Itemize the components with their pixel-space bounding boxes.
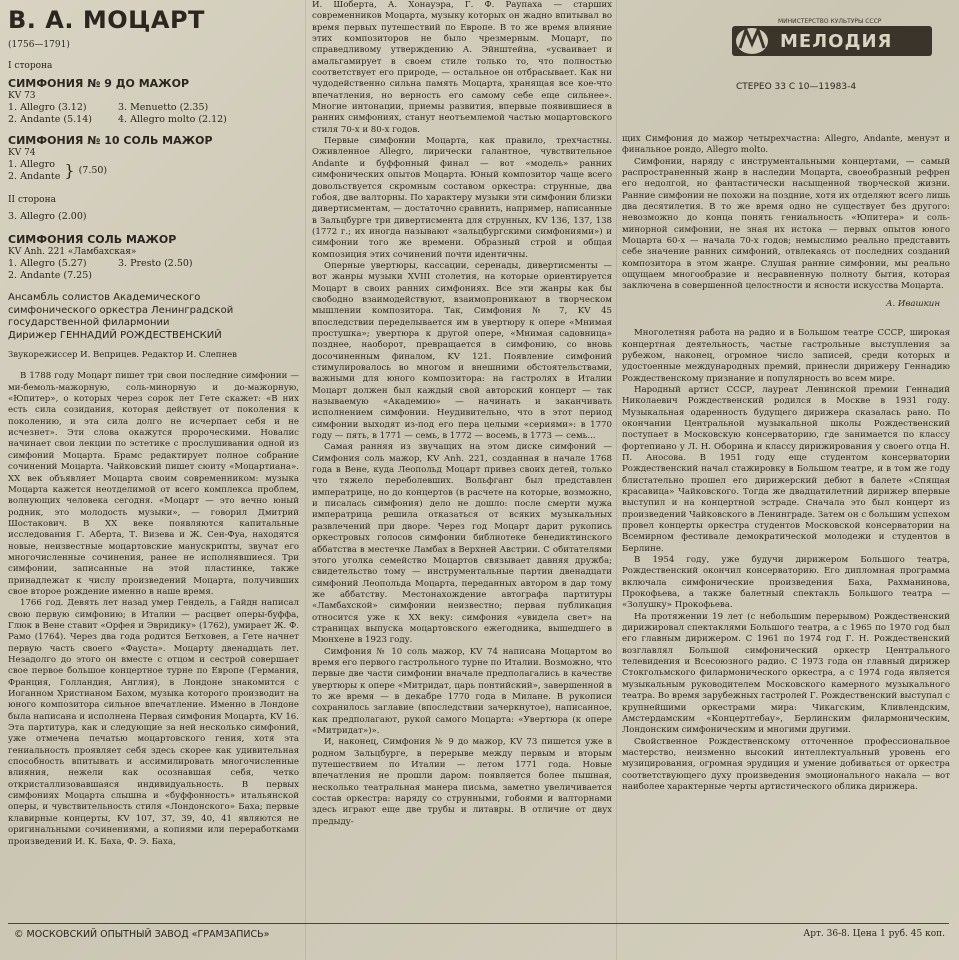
engineers-credit: Звукорежиссер И. Веприцев. Редактор И. Слепнев: [8, 350, 237, 361]
movement: 2. Andante (5.14): [8, 114, 92, 126]
movement: 3. Allegro (2.00): [8, 210, 87, 222]
price-article: Арт. 36-8. Цена 1 руб. 45 коп.: [803, 929, 945, 939]
column-divider: [616, 0, 617, 960]
symphony-9-kv: KV 73: [8, 90, 36, 101]
movement: 1. Allegro: [8, 159, 55, 171]
ensemble-credit: Ансамбль солистов Академического симфонического оркестра Ленинградской государственной филармонии Дирижер ГЕННАДИЙ РОЖДЕСТВЕНСКИЙ: [8, 292, 234, 341]
liner-paragraph: Народный артист СССР, лауреат Ленинской премии Геннадий Николаевич Рождественский родился в Москве в 1931 году. Музыкальная одаренность будущего дирижера сказалась рано. По окончании Центральной музыкальной школы Рождественский поступает в Московскую консерваторию, где занимается по классу фортепиано у Л. Н. Оборина и классу дирижирования у своего отца Н. П. Аносова. В 1951 году еще студентом консерватории Рождественский начал стажировку в Большом театре, и в том же году блистательно прошел его дирижерский дебют в балете «Спящая красавица» Чайковского. Тогда же двадцатилетний дирижер впервые выступил и на концертной эстраде. Сначала это был концерт из произведений Чайковского в Ленинграде. Затем он с большим успехом провел концерты оркестра студентов Московской консерватории на Всемирном фестивале демократической молодежи и студентов в Берлине.: [622, 384, 950, 554]
label-ministry: МИНИСТЕРСТВО КУЛЬТУРЫ СССР: [778, 18, 882, 25]
composer-title: В. А. МОЦАРТ: [8, 6, 205, 34]
symphony-g-kv: KV Anh. 221 «Ламбахская»: [8, 246, 137, 257]
symphony-9-movements: [8, 102, 299, 126]
liner-paragraph: В 1788 году Моцарт пишет три свои последние симфонии — ми-бемоль-мажорную, соль-минорную и до-мажорную, «Юпитер», о которых через сорок лет Гете скажет: «В них есть сила созидания, которая действует от поколения к поколению, и эта сила долго не исчерпает себя и не исчезнет». Эти слова окажутся пророческими. Новалис начинает свои лекции по эстетике с прослушивания одной из симфоний Моцарта. Брамс редактирует полное собрание сочинений Моцарта. Чайковский пишет сюиту «Моцартиана». XX век объявляет Моцарта своим современником: музыка Моцарта кажется неотделимой от всего комплекса проблем, волнующих человека сегодня. «Моцарт — это вечно юный родник, это молодость музыки», — говорил Дмитрий Шостакович. В XX веке появляются капитальные исследования Г. Аберта, Т. Визева и Ж. Сен-Фуа, находятся новые, неизвестные моцартовские манускрипты, звучат его многочисленные сочинения, ранее не исполнявшиеся. Три симфонии, записанные на этой пластинке, также принадлежат к числу произведений Моцарта, получивших свое второе рождение именно в наше время.: [8, 371, 299, 597]
side-one-label: I сторона: [8, 61, 53, 72]
liner-paragraph: Многолетняя работа на радио и в Большом театре СССР, широкая концертная деятельность, частые гастрольные выступления за рубежом, наконец, огромное число записей, среди которых и удостоенные международных премий, принесли дирижеру Геннадию Рождественскому признание и популярность во всем мире.: [622, 328, 950, 384]
liner-paragraph: И. Шоберта, А. Хонауэра, Г. Ф. Раупаха — старших современников Моцарта, музыку которых он жадно впитывал во время первых путешествий по Европе. В то же время влияние этих композиторов не было чрезмерным. Моцарт, по справедливому утверждению А. Эйнштейна, «усваивает и амальгамирует в своем стиле только то, что полностью соответствует его природе, — остальное он отбрасывает. Как ни чудодейственно сильна память Моцарта, хранящая все кое-что впечатления, но верность его самому себе еще сильнее». Многие интонации, приемы развития, впервые появившиеся в ранних симфониях, станут неотъемлемой частью моцартовского стиля 70-х и 80-х годов.: [312, 0, 612, 135]
movement: 2. Andante (7.25): [8, 270, 92, 282]
label-name: МЕЛОДИЯ: [780, 31, 893, 52]
side-two-label: II сторона: [8, 195, 56, 206]
movement: 3. Presto (2.50): [118, 258, 193, 270]
symphony-9-title: СИМФОНИЯ № 9 ДО МАЖОР: [8, 76, 190, 90]
symphony-10-title: СИМФОНИЯ № 10 СОЛЬ МАЖОР: [8, 134, 213, 148]
liner-paragraph: И, наконец, Симфония № 9 до мажор, KV 73 пишется уже в родном Зальцбурге, в перерыве между первым и вторым путешествием по Италии — летом 1771 года. Новые впечатления не прошли даром: появляется более пышная, несколько театральная манера письма, заметно увеличивается состав оркестра: наряду со струнными, гобоями и валторнами здесь играют еще две трубы и литавры. В отличие от двух предыду-: [312, 737, 612, 827]
catalog-number: СТЕРЕО 33 С 10—11983-4: [736, 82, 857, 92]
liner-paragraph: Оперные увертюры, кассации, серенады, дивертисменты — вот жанры музыки XVIII столетия, на которые ориентируется Моцарт в своих ранних симфониях. Все эти жанры как бы свободно взаимодействуют, взаимопроникают в творческом мышлении композитора. Так, Симфония № 7, KV 45 впоследствии переделывается им в увертюру к опере «Мнимая простушка»; увертюра к другой опере, «Мнимая садовница» позднее, наоборот, превращается в симфонию, со вновь досочиненным финалом, KV 121. Появление симфоний стимулировалось во многом и внешними обстоятельствами, важными для юного композитора: на гастролях в Италии Моцарт должен был каждый свой авторский концерт — так называемую «Академию» — начинать и заканчивать исполнением симфонии. Неудивительно, что в этот период симфонии выходят из-под его пера целыми «сериями»: в 1770 году — пять, в 1771 — семь, в 1772 — восемь, в 1773 — семь...: [312, 260, 612, 442]
manufacturer-credit: © МОСКОВСКИЙ ОПЫТНЫЙ ЗАВОД «ГРАМЗАПИСЬ»: [14, 929, 270, 940]
liner-paragraph: щих Симфония до мажор четырехчастна: Allegro, Andante, менуэт и финальное рондо, Allegro molto.: [622, 134, 950, 156]
column-right: [622, 134, 950, 793]
liner-paragraph: Симфония № 10 соль мажор, KV 74 написана Моцартом во время его первого гастрольного турне по Италии. Возможно, что первые две части симфонии вначале предполагались в качестве увертюры к опере «Митридат, царь понтийский», завершенной в то же время — в декабре 1770 года в Милане. В рукописи сохранилось заглавие (впоследствии зачеркнутое), написанное, как предполагают, рукой самого Моцарта: «Увертюра (к опере «Митридат»)».: [312, 646, 612, 736]
liner-paragraph: Симфонии, наряду с инструментальными концертами, — самый распространенный жанр в наследии Моцарта, своеобразный рефрен его недолгой, но фантастически насыщенной творческой жизни. Ранние симфонии не похожи на поздние, хотя их отделяют всего лишь два десятилетия. В то же время одно не существует без другого: невозможно до конца понять гениальность «Юпитера» и соль-минорной симфонии, не зная их истока — первых опытов юного Моцарта 60-х — начала 70-х годов; немыслимо реально представить себе значение ранних симфоний, отвлекаясь от последних созданий композитора в этом жанре. Слушая ранние симфонии, мы реально ощущаем многообразие и несравненную полноту бытия, которая заключена в совершенной целостности и ясности искусства Моцарта.: [622, 156, 950, 292]
liner-paragraph: 1766 год. Девять лет назад умер Гендель, а Гайдн написал свою первую симфонию; в Италии — расцвет оперы-буффа, Глюк в Вене ставит «Орфея и Эвридику» (1762), умирает Ж. Ф. Рамо (1764). Через два года родится Бетховен, а Гете начнет первую часть своего «Фауста». Моцарту двенадцать лет. Незадолго до этого он вместе с отцом и сестрой совершает свое первое большое концертное турне по Европе (Германия, Франция, Голландия, Англия), в Лондоне знакомится с Иоганном Христианом Бахом, музыка которого производит на юного композитора сильное впечатление. Именно в Лондоне была написана и исполнена Первая симфония Моцарта, KV 16. Эта партитура, как и следующие за ней несколько симфоний, уже отмечена печатью моцартовского гения, хотя эта гениальность проявляет себя здесь скорее как удивительная способность впитывать и ассимилировать многочисленные влияния, нежели как осознавшая себя, четко откристаллизовавшаяся индивидуальность. В первых симфониях Моцарта слышна и «буффонность» итальянской оперы, и чувствительность стиля «Лондонского» Баха; первые клавирные концерты, KV 107, 37, 39, 40, 41 являются не оригинальными сочинениями, а копиями или переработками произведений И. К. Баха, Ф. Э. Баха,: [8, 598, 299, 847]
movement-time: (7.50): [78, 165, 108, 177]
symphony-10-movements: [8, 159, 299, 183]
liner-paragraph: Свойственное Рождественскому отточенное профессиональное мастерство, неизменно высокий интеллектуальный уровень его музицирования, огромная эрудиция и умение добиваться от оркестра соответствующего духу произведения эмоционального накала — вот наиболее характерные черты артистического облика дирижера.: [622, 736, 950, 792]
movement: 1. Allegro (3.12): [8, 102, 87, 114]
author-signature: А. Ивашкин: [885, 298, 940, 309]
movement: 1. Allegro (5.27): [8, 258, 87, 270]
symphony-g-title: СИМФОНИЯ СОЛЬ МАЖОР: [8, 232, 177, 246]
movement: 4. Allegro molto (2.12): [118, 114, 227, 126]
symphony-10-kv: KV 74: [8, 148, 36, 159]
composer-years: (1756—1791): [8, 40, 70, 50]
column-middle: [312, 0, 612, 828]
movement: 2. Andante: [8, 171, 61, 183]
liner-paragraph: Самая ранняя из звучащих на этом диске симфоний — Симфония соль мажор, KV Anh. 221, созданная в начале 1768 года в Вене, куда Леопольд Моцарт привез своих детей, только что тяжело переболевших. Вольфганг был представлен императрице, но до концертов (в расчете на которые, возможно, и писалась симфония) дело не дошло: после смерти мужа императрица решила отказаться от всяких музыкальных развлечений при дворе. Через год Моцарт дарит рукопись оркестровых голосов симфонии библиотеке бенедиктинского аббатства в местечке Ламбах в Верхней Австрии. С обитателями этого уголка семейство Моцартов связывает давняя дружба; свидетельство тому — инструментальные партии двенадцати симфоний Леопольда Моцарта, переданных автором в дар тому же аббатству. Местонахождение автографа партитуры «Ламбахской» симфонии неизвестно; первая публикация относится уже к XX веку: симфония «увидела свет» на страницах выпуска моцартовского ежегодника, вышедшего в Мюнхене в 1923 году.: [312, 442, 612, 646]
column-left: [8, 8, 299, 848]
brace-glyph: }: [64, 161, 75, 181]
melodiya-logo: [732, 16, 942, 66]
liner-paragraph: В 1954 году, уже будучи дирижером Большого театра, Рождественский окончил консерваторию. Его дипломная программа включала симфонические произведения Баха, Рахманинова, Прокофьева, а также балетный спектакль Большого театра — «Золушку» Прокофьева.: [622, 555, 950, 611]
footer-rule: [8, 923, 949, 924]
liner-paragraph: Первые симфонии Моцарта, как правило, трехчастны. Оживленное Allegro, лирически галантное, чувствительное Andante и буффонный финал — вот «модель» ранних симфонических опытов Моцарта. Юный композитор чаще всего довольствуется скромным составом оркестра: струнные, два гобоя, две валторны. По характеру музыки эти симфонии близки дивертисментам, — достаточно сравнить, например, написанные в Зальцбурге три дивертисмента для струнных, KV 136, 137, 138 (1772 г.; их иногда называют «зальцбургскими симфониями») и симфонии того же времени. Образный строй и общая композиция этих сочинений почти идентичны.: [312, 136, 612, 260]
column-divider: [305, 0, 306, 960]
symphony-g-movements: [8, 258, 299, 282]
movement: 3. Menuetto (2.35): [118, 102, 209, 114]
liner-paragraph: На протяжении 19 лет (с небольшим перерывом) Рождественский дирижировал спектаклями Большого театра, а с 1965 по 1970 год был его главным дирижером. С 1961 по 1974 год Г. Н. Рождественский возглавлял Большой симфонический оркестр Центрального телевидения и Всесоюзного радио. С 1973 года он главный дирижер Стокгольмского филармонического оркестра, а с 1974 года является музыкальным руководителем Московского камерного музыкального театра. Во время зарубежных гастролей Г. Рождественский выступал с крупнейшими оркестрами мира: Чикагским, Кливлендским, Амстердамским «Концертгебау», Берлинским филармоническим, Лондонским симфоническим и многими другими.: [622, 611, 950, 736]
